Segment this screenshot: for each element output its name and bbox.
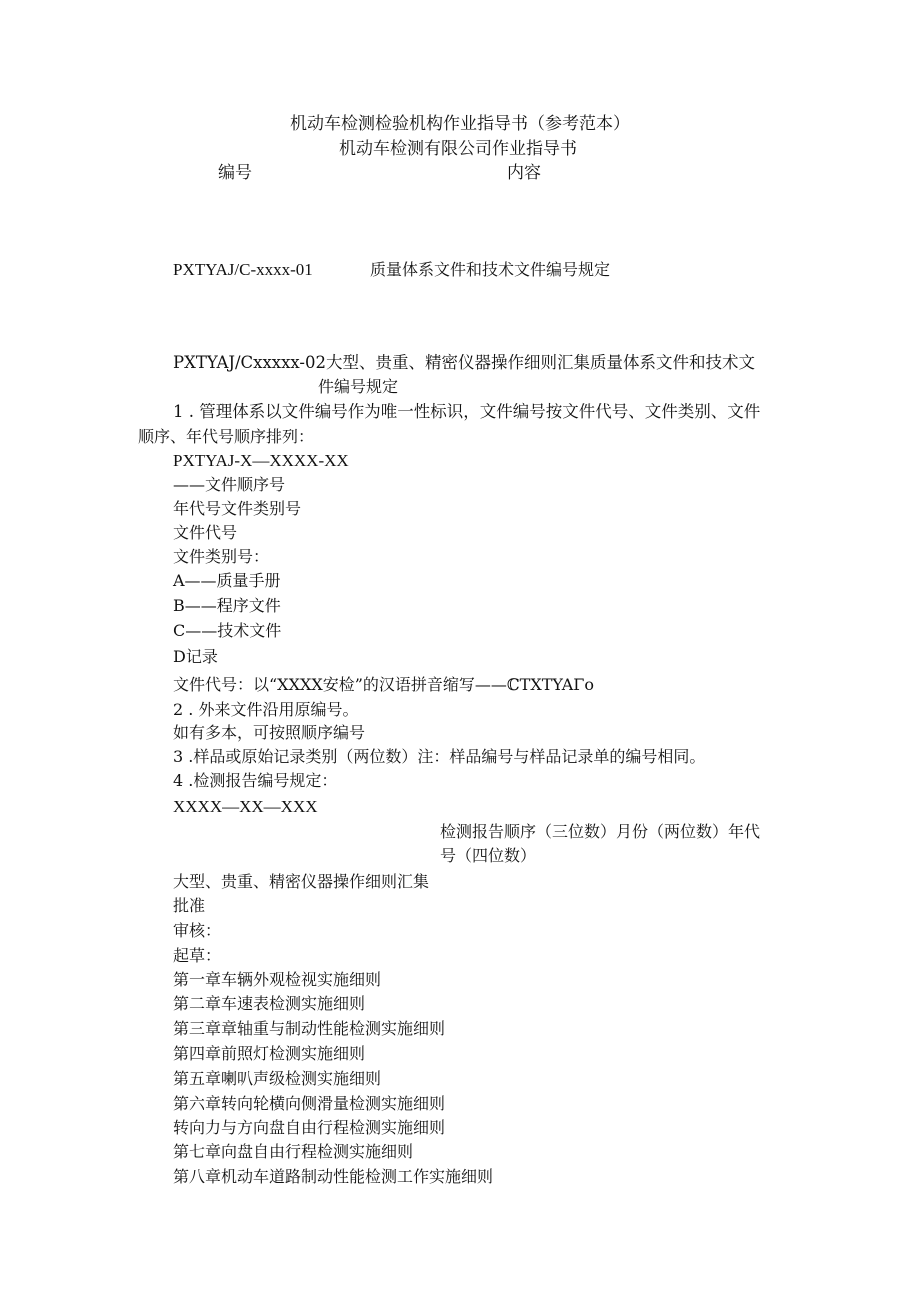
legend-doc-code: 文件代号	[173, 523, 238, 542]
row2-line2: 件编号规定	[318, 377, 399, 396]
paragraph-3: 3 .样品或原始记录类别（两位数）注：样品编号与样品记录单的编号相同。	[173, 747, 706, 766]
paragraph-1-line2: 顺序、年代号顺序排列：	[138, 427, 315, 446]
paragraph-1-line1: 1 . 管理体系以文件编号作为唯一性标识，文件编号按文件代号、文件类别、文件	[173, 402, 761, 421]
chapter-item: 第五章喇叭声级检测实施细则	[173, 1069, 382, 1088]
chapter-item: 第三章章轴重与制动性能检测实施细则	[173, 1019, 446, 1038]
chapter-item: 第八章机动车道路制动性能检测工作实施细则	[173, 1167, 494, 1186]
chapter-item: 转向力与方向盘自由行程检测实施细则	[173, 1118, 446, 1137]
document-title: 机动车检测检验机构作业指导书（参考范本）	[290, 114, 630, 134]
column-header-number: 编号	[218, 163, 252, 183]
category-c: C——技术文件	[173, 621, 282, 640]
row1-code: PXTYAJ/C-xxxx-01	[173, 260, 313, 279]
row1-content: 质量体系文件和技术文件编号规定	[370, 260, 611, 279]
paragraph-2: 2 . 外来文件沿用原编号。	[173, 700, 359, 719]
row2-line1: PXTYAJ/Cxxxxx-02大型、贵重、精密仪器操作细则汇集质量体系文件和技术文	[173, 353, 755, 372]
paragraph-4: 4 .检测报告编号规定：	[173, 771, 338, 790]
approve-label: 批准	[173, 896, 206, 915]
legend-year-category: 年代号文件类别号	[173, 499, 302, 518]
section-title: 大型、贵重、精密仪器操作细则汇集	[173, 872, 430, 891]
category-a: A——质量手册	[173, 571, 281, 590]
chapter-item: 第一章车辆外观检视实施细则	[173, 970, 382, 989]
chapter-item: 第四章前照灯检测实施细则	[173, 1044, 366, 1063]
legend-sequence: ——文件顺序号	[173, 475, 286, 494]
chapter-item: 第二章车速表检测实施细则	[173, 994, 366, 1013]
report-note-line1: 检测报告顺序（三位数）月份（两位数）年代	[440, 822, 761, 841]
category-b: B——程序文件	[173, 596, 281, 615]
doc-code-note: 文件代号：以“XXXX安检”的汉语拼音缩写——ℂTXTYAΓo	[173, 675, 595, 694]
column-header-content: 内容	[507, 163, 541, 183]
review-label: 审核：	[173, 921, 222, 940]
chapter-item: 第六章转向轮横向侧滑量检测实施细则	[173, 1094, 446, 1113]
format-code: PXTYAJ-X—XXXX-XX	[173, 451, 349, 470]
report-format: XXXX—XX—XXX	[173, 797, 318, 816]
document-subtitle: 机动车检测有限公司作业指导书	[339, 139, 577, 159]
category-title: 文件类别号：	[173, 547, 270, 566]
report-note-line2: 号（四位数）	[440, 846, 537, 865]
paragraph-2-note: 如有多本，可按照顺序编号	[173, 723, 366, 742]
draft-label: 起草：	[173, 946, 222, 965]
chapter-item: 第七章向盘自由行程检测实施细则	[173, 1142, 414, 1161]
category-d: D记录	[173, 647, 218, 666]
